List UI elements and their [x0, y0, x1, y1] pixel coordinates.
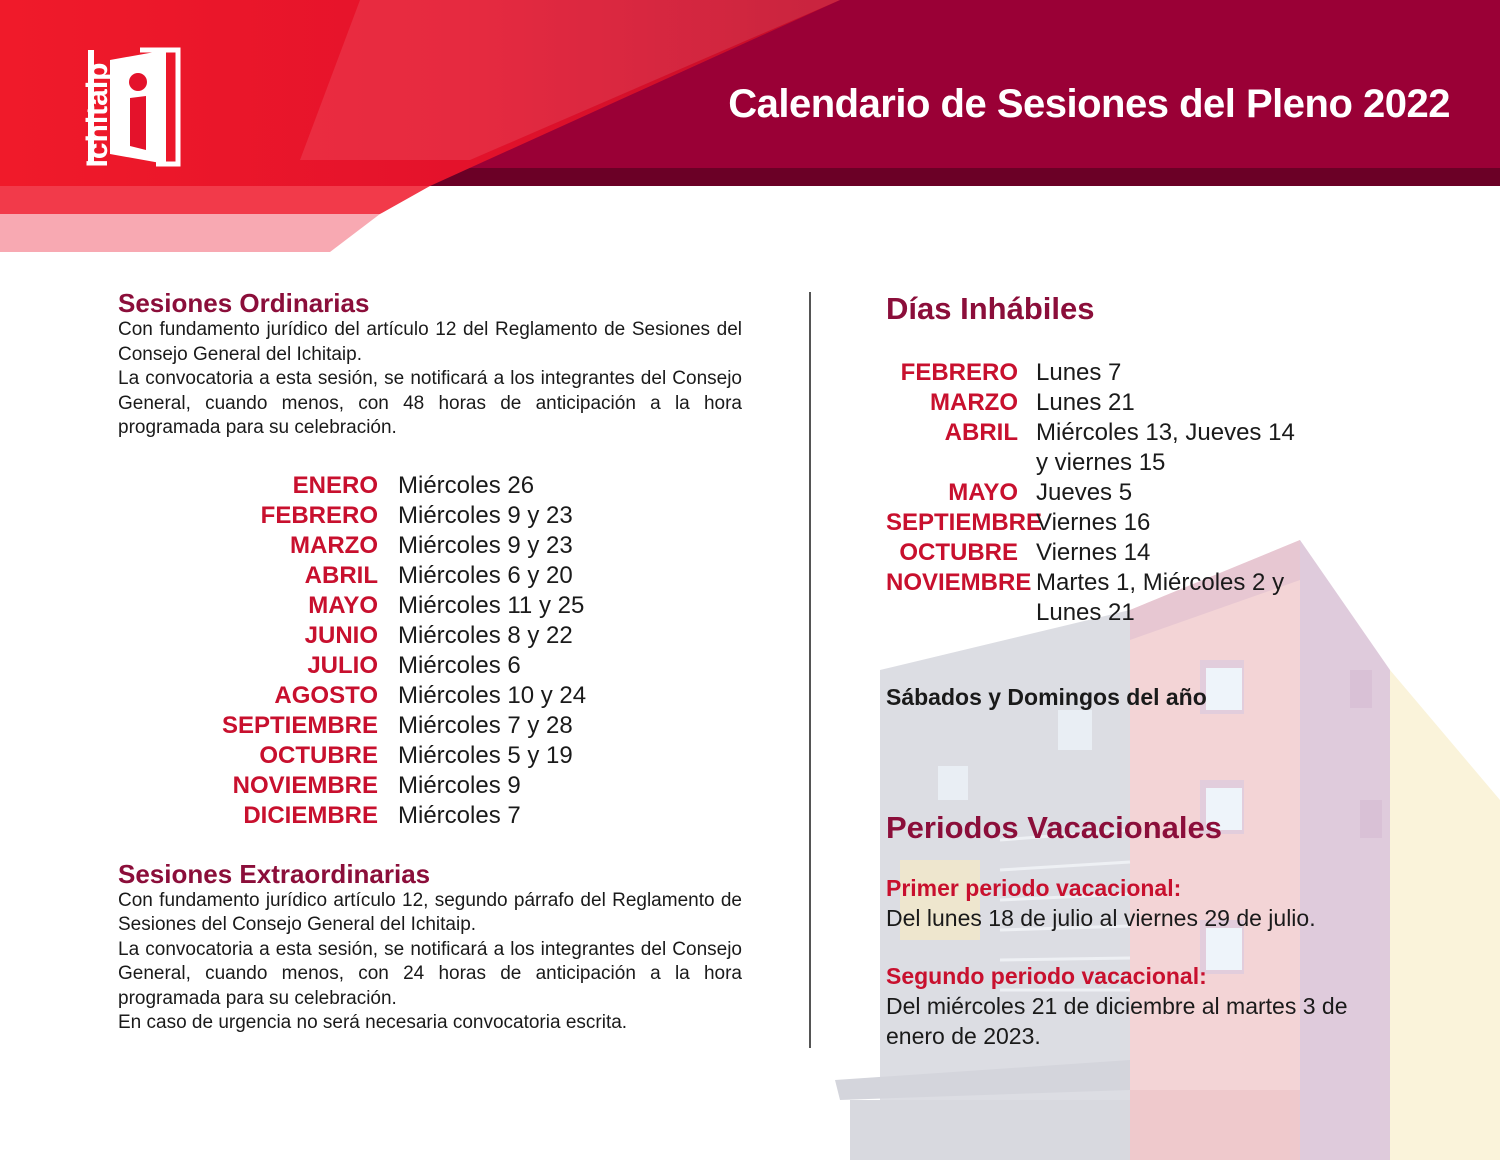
holiday-dates: Jueves 5 — [1036, 479, 1133, 506]
inhabiles-schedule — [886, 358, 1446, 628]
door-logo-icon — [60, 46, 190, 186]
holiday-dates: Viernes 16 — [1036, 509, 1151, 536]
holiday-dates: Martes 1, Miércoles 2 y Lunes 21 — [1036, 569, 1285, 626]
schedule-row — [118, 771, 678, 801]
ordinarias-schedule — [118, 471, 678, 831]
month-label: NOVIEMBRE — [886, 569, 1032, 596]
month-label: JULIO — [307, 651, 378, 679]
schedule-row — [886, 388, 1446, 418]
session-dates: Miércoles 9 y 23 — [398, 531, 573, 559]
holiday-dates: Lunes 7 — [1036, 359, 1122, 386]
first-period-label: Primer periodo vacacional: — [886, 875, 1182, 901]
month-label: ABRIL — [304, 561, 378, 589]
holiday-dates: Viernes 14 — [1036, 539, 1151, 566]
month-label: MARZO — [930, 389, 1018, 416]
session-dates: Miércoles 9 — [398, 771, 521, 799]
ordinarias-paragraph-1: Con fundamento jurídico del artículo 12 del Reglamento de Sesiones del Consejo General del Ichitaip. — [118, 319, 742, 365]
session-dates: Miércoles 11 y 25 — [398, 591, 585, 619]
second-period-label: Segundo periodo vacacional: — [886, 963, 1207, 989]
schedule-row — [886, 478, 1446, 508]
month-label: MARZO — [290, 531, 378, 559]
schedule-row — [886, 538, 1446, 568]
session-dates: Miércoles 10 y 24 — [398, 681, 587, 709]
schedule-row — [118, 591, 678, 621]
schedule-row — [886, 358, 1446, 388]
month-label: OCTUBRE — [259, 741, 378, 769]
holiday-dates: Lunes 21 — [1036, 389, 1135, 416]
second-vacation-period — [886, 961, 1356, 1051]
header-banner — [0, 0, 1500, 260]
holiday-dates: Miércoles 13, Jueves 14 y viernes 15 — [1036, 419, 1295, 476]
logo-text: Ichitaip — [81, 62, 114, 168]
month-label: MAYO — [948, 479, 1018, 506]
first-period-text: Del lunes 18 de julio al viernes 29 de julio. — [886, 905, 1316, 931]
month-label: NOVIEMBRE — [232, 771, 378, 799]
page-title: Calendario de Sesiones del Pleno 2022 — [728, 82, 1450, 126]
ordinarias-paragraph-2: La convocatoria a esta sesión, se notificará a los integrantes del Consejo General, cuando menos, con 48 horas de anticipación a la hora programada para su celebración. — [118, 368, 742, 438]
extraordinarias-paragraph-1: Con fundamento jurídico artículo 12, segundo párrafo del Reglamento de Sesiones del Consejo General del Ichitaip. — [118, 889, 742, 935]
left-column — [118, 288, 742, 1036]
month-label: SEPTIEMBRE — [221, 711, 378, 739]
ordinarias-heading: Sesiones Ordinarias — [118, 288, 370, 318]
schedule-row — [118, 561, 678, 591]
schedule-row — [886, 568, 1446, 628]
month-label: ABRIL — [944, 419, 1018, 446]
schedule-row — [118, 621, 678, 651]
session-dates: Miércoles 9 y 23 — [398, 501, 573, 529]
month-label: FEBRERO — [260, 501, 378, 529]
month-label: SEPTIEMBRE — [886, 509, 1043, 536]
schedule-row — [118, 741, 678, 771]
session-dates: Miércoles 6 — [398, 651, 521, 679]
session-dates: Miércoles 26 — [398, 471, 535, 499]
ichitaip-logo — [60, 46, 190, 186]
schedule-row — [118, 711, 678, 741]
weekends-note: Sábados y Domingos del año — [886, 684, 1207, 710]
month-label: JUNIO — [304, 621, 378, 649]
extraordinarias-heading: Sesiones Extraordinarias — [118, 858, 431, 889]
schedule-row — [118, 501, 678, 531]
schedule-row — [118, 681, 678, 711]
session-dates: Miércoles 7 — [398, 801, 521, 829]
schedule-row — [886, 508, 1446, 538]
schedule-row — [118, 651, 678, 681]
session-dates: Miércoles 5 y 19 — [398, 741, 573, 769]
schedule-row — [118, 471, 678, 501]
session-dates: Miércoles 8 y 22 — [398, 621, 573, 649]
column-divider — [809, 292, 811, 1048]
month-label: FEBRERO — [900, 359, 1018, 386]
first-vacation-period — [886, 873, 1386, 933]
session-dates: Miércoles 6 y 20 — [398, 561, 573, 589]
month-label: AGOSTO — [274, 681, 378, 709]
extraordinarias-paragraph-3: En caso de urgencia no será necesaria convocatoria escrita. — [118, 1012, 628, 1033]
month-label: DICIEMBRE — [243, 801, 378, 829]
schedule-row — [886, 418, 1446, 478]
inhabiles-heading: Días Inhábiles — [886, 291, 1095, 326]
second-period-text: Del miércoles 21 de diciembre al martes 3 de enero de 2023. — [886, 993, 1348, 1049]
extraordinarias-paragraph-2: La convocatoria a esta sesión, se notificará a los integrantes del Consejo General, cuando menos, con 24 horas de anticipación a la hora programada para su celebración. — [118, 938, 742, 1009]
month-label: ENERO — [292, 471, 378, 499]
month-label: MAYO — [308, 591, 378, 619]
right-column — [886, 290, 1386, 1051]
vacaciones-heading: Periodos Vacacionales — [886, 810, 1223, 845]
session-dates: Miércoles 7 y 28 — [398, 711, 573, 739]
schedule-row — [118, 531, 678, 561]
schedule-row — [118, 801, 678, 831]
month-label: OCTUBRE — [899, 539, 1018, 566]
